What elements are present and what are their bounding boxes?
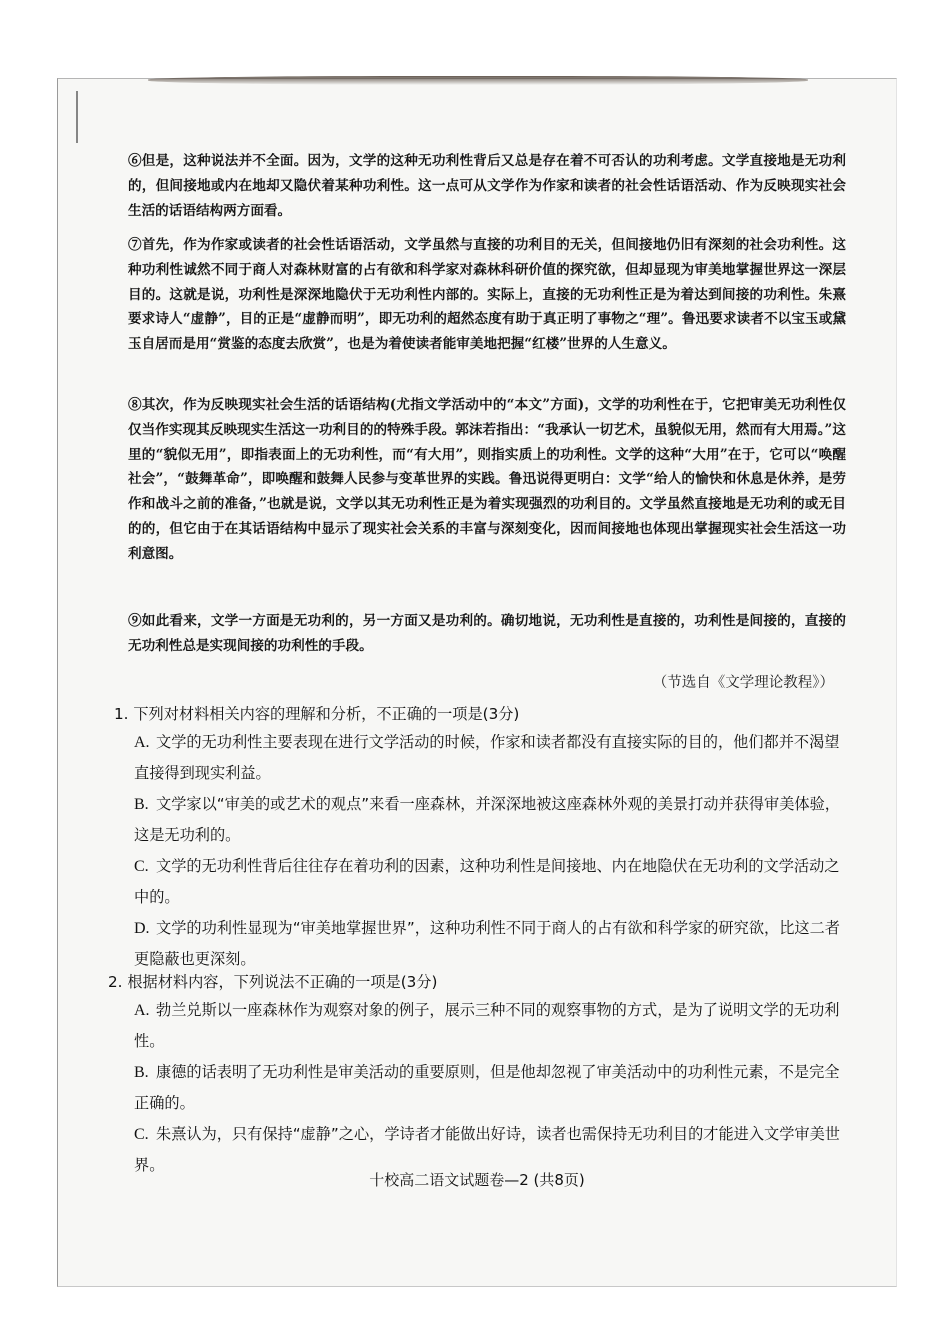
question-2-number: 2. <box>108 973 123 991</box>
question-1-option-c <box>134 851 854 913</box>
option-text: 勃兰兑斯以一座森林作为观察对象的例子，展示三种不同的观察事物的方式，是为了说明文学的无功利性。 <box>134 1001 840 1050</box>
option-letter: A. <box>134 1002 150 1019</box>
question-2-text: 根据材料内容，下列说法不正确的一项是(3分) <box>127 973 438 991</box>
option-text: 康德的话表明了无功利性是审美活动的重要原则，但是他却忽视了审美活动中的功利性元素，不是完全正确的。 <box>134 1063 840 1112</box>
question-2-option-b <box>134 1057 854 1119</box>
option-letter: D. <box>134 920 150 937</box>
question-1-option-a <box>134 727 854 789</box>
option-text: 朱熹认为，只有保持“虚静”之心，学诗者才能做出好诗，读者也需保持无功利目的才能进入文学审美世界。 <box>134 1125 840 1174</box>
option-text: 文学的功利性显现为“审美地掌握世界”，这种功利性不同于商人的占有欲和科学家的研究欲，比这二者更隐蔽也更深刻。 <box>134 919 840 968</box>
passage-paragraph-6: ⑥但是，这种说法并不全面。因为，文学的这种无功利性背后又总是存在着不可否认的功利考虑。文学直接地是无功利的，但间接地或内在地却又隐伏着某种功利性。这一点可从文学作为作家和读者的社会性话语活动、作为反映现实社会生活的话语结构两方面看。 <box>128 153 846 219</box>
passage-paragraph-9: ⑨如此看来，文学一方面是无功利的，另一方面又是功利的。确切地说，无功利性是直接的，功利性是间接的，直接的无功利性总是实现间接的功利性的手段。 <box>128 613 846 654</box>
scan-mark <box>76 91 78 143</box>
question-1-option-d <box>134 913 854 975</box>
question-2-stem <box>108 971 437 992</box>
question-1-number: 1. <box>114 705 129 723</box>
page-footer: 十校高二语文试题卷—2 (共8页) <box>369 1171 585 1189</box>
option-text: 文学的无功利性主要表现在进行文学活动的时候，作家和读者都没有直接实际的目的，他们都并不渴望直接得到现实利益。 <box>134 733 840 782</box>
option-letter: A. <box>134 734 150 751</box>
option-letter: B. <box>134 796 149 813</box>
option-letter: C. <box>134 1126 149 1143</box>
option-letter: B. <box>134 1064 149 1081</box>
question-1-stem <box>114 703 519 724</box>
option-text: 文学的无功利性背后往往存在着功利的因素，这种功利性是间接地、内在地隐伏在无功利的文学活动之中的。 <box>134 857 840 906</box>
passage-source: （节选自《文学理论教程》） <box>652 675 834 691</box>
option-text: 文学家以“审美的或艺术的观点”来看一座森林，并深深地被这座森林外观的美景打动并获得审美体验，这是无功利的。 <box>134 795 840 844</box>
question-1-text: 下列对材料相关内容的理解和分析，不正确的一项是(3分) <box>133 705 520 723</box>
option-letter: C. <box>134 858 149 875</box>
passage-paragraph-8: ⑧其次，作为反映现实社会生活的话语结构(尤指文学活动中的“本文”方面)，文学的功利性在于，它把审美无功利性仅仅当作实现其反映现实生活这一功利目的的特殊手段。郭沫若指出：“我承认一切艺术，虽貌似无用，然而有大用焉。”这里的“貌似无用”，即指表面上的无功利性，而“有大用”，则指实质上的功利性。文学的这种“大用”在于，它可以“唤醒社会”，“鼓舞革命”，即唤醒和鼓舞人民参与变革世界的实践。鲁迅说得更明白：文学“给人的愉快和休息是休养，是劳作和战斗之前的准备，”也就是说，文学以其无功利性正是为着实现强烈的功利目的。文学虽然直接地是无功利的或无目的的，但它由于在其话语结构中显示了现实社会关系的丰富与深刻变化，因而间接地也体现出掌握现实社会生活这一功利意图。 <box>128 397 846 562</box>
exam-page <box>57 78 897 1287</box>
question-1-option-b <box>134 789 854 851</box>
scan-shadow <box>148 76 808 85</box>
question-2-option-a <box>134 995 854 1057</box>
passage-paragraph-7: ⑦首先，作为作家或读者的社会性话语活动，文学虽然与直接的功利目的无关，但间接地仍旧有深刻的社会功利性。这种功利性诚然不同于商人对森林财富的占有欲和科学家对森林科研价值的探究欲，但却显现为审美地掌握世界这一深层目的。这就是说，功利性是深深地隐伏于无功利性内部的。实际上，直接的无功利性正是为着达到间接的功利性。朱熹要求诗人“虚静”，目的正是“虚静而明”，即无功利的超然态度有助于真正明了事物之“理”。鲁迅要求读者不以宝玉或黛玉自居而是用“赏鉴的态度去欣赏”，也是为着使读者能审美地把握“红楼”世界的人生意义。 <box>128 237 846 353</box>
